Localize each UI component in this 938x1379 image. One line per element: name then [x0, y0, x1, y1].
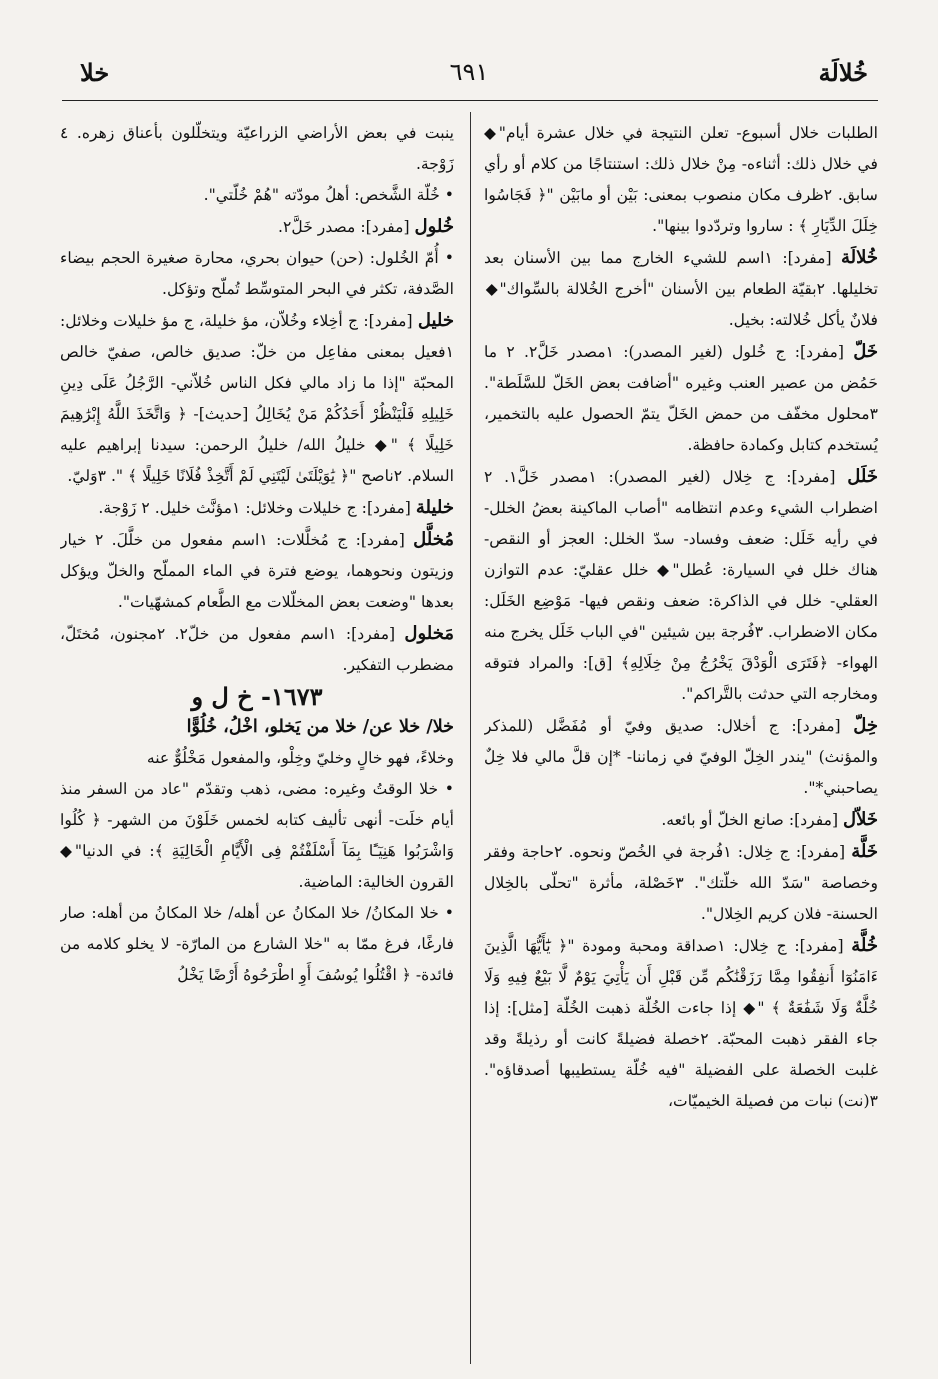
headword: خَلَل — [847, 466, 878, 487]
headword: مَخلول — [404, 623, 454, 644]
definition: [مفرد]: ج أخلال: صديق وفيّ أو مُفَضَّل (للمذكر والمؤنث) "يندر الخِلّ الوفيّ في زماننا- *إن قلَّ مالي فلا خِلٌ يصاحبني*". — [484, 717, 878, 797]
headword: خُلالَة — [841, 247, 878, 268]
entry-paragraph: الطلبات خلال أسبوع- تعلن النتيجة في خلال عشرة أيام"◆ في خلال ذلك: أثناءه- مِنْ خلال ذلك: استنتاجًا من كلام أو رأي سابق. ٢ظرف مكان منصوب بمعنى: بَيْن أو مابَيْن "﴿ فَجَاسُوا خِلَلَ الدِّيَارِ ﴾ : ساروا وتردّدوا بينها". — [484, 124, 878, 235]
definition: [مفرد]: ج خِلال: ١صداقة ومحبة ومودة "﴿ يَٰٓأَيُّهَا الَّذِينَ ءَامَنُوٓا أَنفِقُوا مِمَّا رَزَقْنَٰكُم مِّن قَبْلِ أَن يَأْتِيَ يَوْمٌ لَّا بَيْعٌ فِيهِ وَلَا خُلَّةٌ وَلَا شَفَٰعَةٌ ﴾ "◆ إذا جاءت الخُلّة ذهبت الخُلّة [مثل]: إذا جاء الفقر ذهبت المحبّة. ٢خصلة فضيلةً كانت أو رذيلةً وقد غلبت الخصلة على الفضيلة "فيه خُلّة يستطيبها أصدقاؤه". ٣(نت) نبات من فصيلة الخيميّات، — [484, 937, 878, 1110]
dictionary-entry — [484, 242, 878, 336]
sub-entry: • خلا الوقتُ وغيره: مضى، ذهب وتقدّم "عاد من السفر منذ أيام خلَت- أنهى تأليف كتابه لخمس خَلَوْنَ من الشهر- ﴿ كُلُوا وَاشْرَبُوا هَنِيٓـًٔا بِمَآ أَسْلَفْتُمْ فِى الْأَيَّامِ الْخَالِيَةِ ﴾: في الدنيا"◆ القرون الخالية: الماضية. — [60, 780, 454, 891]
root-section-heading: ١٦٧٣- خ ل و — [191, 682, 323, 711]
headword: خَلّ — [853, 341, 878, 362]
sub-entry: • خُلّة الشَّخص: أهلُ مودّته "هُمْ خُلّتي". — [203, 186, 454, 204]
definition: [مفرد]: ج خِلال: ١فُرجة في الخُصّ ونحوه. ٢حاجة وفقر وخصاصة "سَدّ الله خلّتك". ٣خَصْلة، مأثرة "تحلّى بالخِلال الحسنة- فلان كريم الخِلال". — [484, 843, 878, 923]
page-header — [60, 52, 878, 92]
definition: [مفرد]: ١اسم مفعول من خلّ٢. ٢مجنون، مُختَلّ، مضطرب التفكير. — [60, 625, 454, 674]
entry-paragraph: وخلاءً، فهو خالٍ وخليّ وخِلْو، والمفعول مَخْلُوٌّ عنه — [146, 749, 454, 767]
dictionary-entry — [60, 211, 454, 243]
definition: [مفرد]: مصدر خَلَّ٢. — [278, 218, 415, 236]
headword: خَلَّة — [851, 841, 878, 862]
headword: خُلول — [414, 216, 454, 237]
column-divider — [470, 112, 471, 1364]
headword: خِلّ — [853, 715, 878, 736]
left-column — [60, 118, 454, 1363]
definition: [مفرد]: ١اسم للشيء الخارج مما بين الأسنان بعد تخليلها. ٢بقيّة الطعام بين الأسنان "أخرج الخُلالة بالسِّواك"◆ فلانٌ يأكل خُلالته: بخيل. — [484, 249, 878, 329]
headword: خليل — [417, 310, 454, 331]
dictionary-entry — [60, 524, 454, 618]
dictionary-entry — [484, 461, 878, 710]
definition: [مفرد]: ج خِلال (لغير المصدر): ١مصدر خَلَّ١. ٢ اضطراب الشيء وعدم انتظامه "أصاب الماكينة بعضُ الخلل- في رأيه خَلَل: ضعف وفساد- سدّ الخلل: العجز أو النقص- هناك خلل في السيارة: عُطل"◆ خلل عقليّ: عدم التوازن العقلي- خلل في الذاكرة: ضعف ونقص فيها- مَوْضِع الخَلَل: مكان الاضطراب. ٣فُرجة بين شيئين "في الباب خَلَل يخرج منه الهواء- ﴿فَتَرَى الْوَدْقَ يَخْرُجُ مِنْ خِلَالِهِ﴾ [ق]: والمراد فتوقه ومخارجه التي حدثت بالتَّراكم". — [484, 468, 878, 703]
sub-entry: • خلا المكانُ/ خلا المكانُ عن أهله/ خلا المكانُ من أهله: صار فارغًا، فرغ ممّا به "خلا الشارع من المارّة- لا يخلو كلامه من فائدة- ﴿ اقْتُلُوا يُوسُفَ أَوِ اطْرَحُوهُ أَرْضًا يَخْلُ — [60, 904, 454, 984]
header-right-word: خُلالَة — [818, 58, 868, 87]
dictionary-entry — [484, 930, 878, 1117]
dictionary-entry — [60, 618, 454, 681]
dictionary-entry — [484, 836, 878, 930]
headword: مُخلَّل — [413, 529, 454, 550]
right-column — [484, 118, 878, 1363]
definition: [مفرد]: ج مُخلَّلات: ١اسم مفعول من خلَّلَ. ٢ خيار وزيتون ونحوهما، يوضع فترة في الماء المملّح والخلّ ويؤكل بعدها "وضعت بعض المخلّلات مع الطَّعام كمشهّيات". — [60, 531, 454, 611]
definition: [مفرد]: ج أخِلاء وخُلاّن، مؤ خليلة، ج مؤ خليلات وخلائل: ١فعيل بمعنى مفاعِل من خلّ: صديق خالص، صفيّ خالص المحبّة "إذا ما زاد مالي فكل الناس خُلاّني- الرَّجُلُ عَلَى دِينِ خَلِيلِهِ فَلْيَنْظُرْ أَحَدُكُمْ مَنْ يُخَالِلُ [حديث]- ﴿ وَاتَّخَذَ اللَّهُ إِبْرَٰهِيمَ خَلِيلًا ﴾ "◆ خليلُ الله/ خليلُ الرحمن: سيدنا إبراهيم عليه السلام. ٢ناصح "﴿ يَٰوَيْلَتَىٰ لَيْتَنِي لَمْ أَتَّخِذْ فُلَانًا خَلِيلًا ﴾ ". ٣وَليّ. — [60, 312, 454, 485]
header-left-word: خلا — [80, 58, 110, 87]
dictionary-entry — [484, 336, 878, 461]
sub-entry: • أُمّ الخُلول: (حن) حيوان بحري، محارة صغيرة الحجم بيضاء الصَّدفة، تكثر في البحر المتوسِّط تُملّح وتؤكل. — [60, 249, 454, 298]
headword: خليلة — [415, 497, 454, 518]
entry-paragraph: ينبت في بعض الأراضي الزراعيّة ويتخلّلون بأعناق زهره. ٤ زَوْجة. — [60, 124, 454, 173]
dictionary-entry — [60, 492, 454, 524]
headword: خُلَّة — [851, 935, 878, 956]
definition: [مفرد]: صانع الخلّ أو بائعه. — [661, 811, 844, 829]
header-rule — [62, 100, 878, 101]
definition: [مفرد]: ج خليلات وخلائل: ١مؤنَّث خليل. ٢ زَوْجة. — [98, 499, 416, 517]
headword: خَلاّل — [843, 809, 878, 830]
verb-headword-line: خلا/ خلا عن/ خلا من يَخلو، اخْلُ، خُلُوًّا — [186, 717, 454, 737]
dictionary-entry — [60, 305, 454, 492]
page-number: ٦٩١ — [449, 58, 489, 86]
definition: [مفرد]: ج خُلول (لغير المصدر): ١مصدر خَلَّ٢. ٢ ما حَمُض من عصير العنب وغيره "أضافت بعض الخَلّ للسَّلَطة". ٣محلول مخفّف من حمض الخَلّ يتمّ الحصول عليه بالتخمير، يُستخدم كتابل وكمادة حافظة. — [484, 343, 878, 454]
dictionary-entry — [484, 804, 878, 836]
dictionary-entry — [484, 710, 878, 804]
